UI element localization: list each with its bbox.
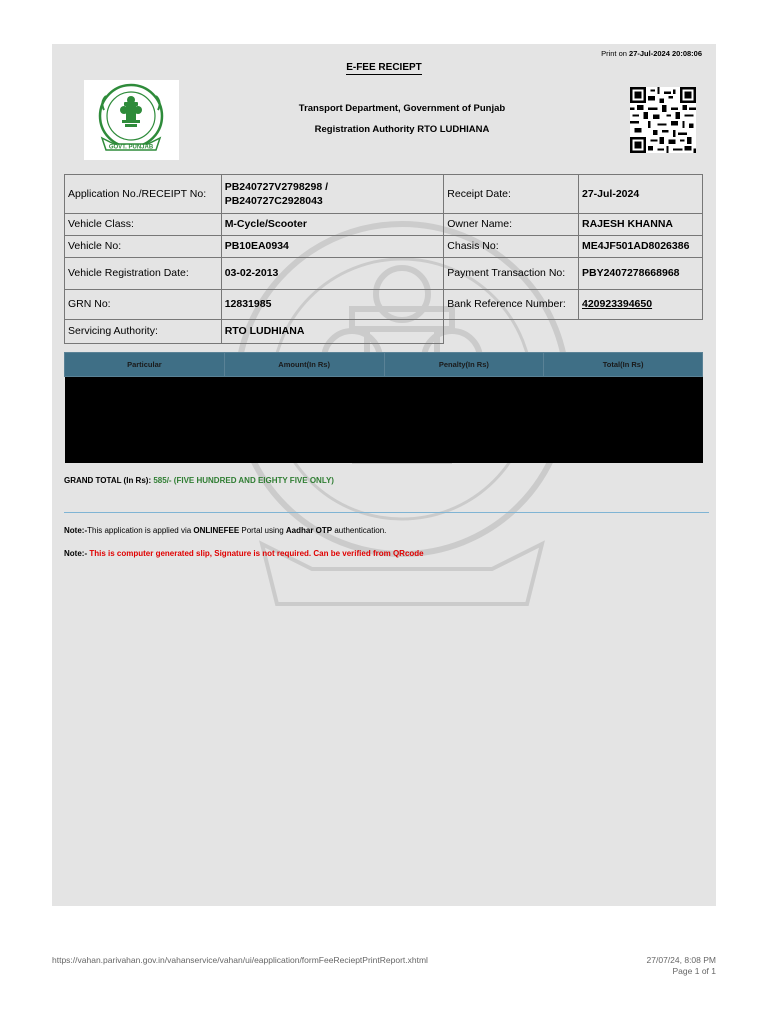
qr-code xyxy=(628,87,698,153)
reg-date-value: 03-02-2013 xyxy=(221,258,444,290)
app-no-value: PB240727V2798298 / PB240727C2928043 xyxy=(221,175,444,214)
txn-value: PBY2407278668968 xyxy=(579,258,703,290)
chasis-value: ME4JF501AD8026386 xyxy=(579,236,703,258)
footer-date: 27/07/24, 8:08 PM Page 1 of 1 xyxy=(646,955,716,977)
fee-header-row xyxy=(65,353,703,377)
footer-url: https://vahan.parivahan.gov.in/vahanservice/vahan/ui/eapplication/formFeeRecieptPrintReport.xhtml xyxy=(52,955,428,965)
vehicle-class-value: M-Cycle/Scooter xyxy=(221,214,444,236)
print-timestamp: Print on 27-Jul-2024 20:08:06 xyxy=(601,49,702,58)
receipt-page xyxy=(52,44,716,906)
servicing-label: Servicing Authority: xyxy=(65,320,222,344)
divider xyxy=(64,512,709,513)
grand-total-value: 585/- (FIVE HUNDRED AND EIGHTY FIVE ONLY) xyxy=(153,476,334,485)
registration-authority: Registration Authority RTO LUDHIANA xyxy=(314,124,490,135)
vehicle-info-table xyxy=(64,174,703,344)
redacted-cell xyxy=(384,377,544,463)
receipt-title: E-FEE RECIEPT xyxy=(346,62,422,73)
note-otp: Note:-This application is applied via ONLINEFEE Portal using Aadhar OTP authentication. xyxy=(64,526,387,535)
redacted-cell xyxy=(544,377,703,463)
bank-ref-value[interactable]: 420923394650 xyxy=(579,290,703,320)
fee-header-particular: Particular xyxy=(65,353,225,377)
chasis-label: Chasis No: xyxy=(444,236,579,258)
table-row xyxy=(65,290,703,320)
fee-header-penalty: Penalty(In Rs) xyxy=(384,353,544,377)
table-row xyxy=(65,236,703,258)
txn-label: Payment Transaction No: xyxy=(444,258,579,290)
logo-text: GOVT. PUNJAB xyxy=(108,144,154,151)
app-no-label: Application No./RECEIPT No: xyxy=(65,175,222,214)
grn-label: GRN No: xyxy=(65,290,222,320)
grand-total: GRAND TOTAL (In Rs): 585/- (FIVE HUNDRED AND EIGHTY FIVE ONLY) xyxy=(64,476,334,485)
department-name: Transport Department, Government of Punjab xyxy=(298,103,506,114)
table-row xyxy=(65,175,703,214)
receipt-date-value: 27-Jul-2024 xyxy=(579,175,703,214)
table-row xyxy=(65,320,703,344)
empty-cell xyxy=(579,320,703,344)
fee-header-amount: Amount(In Rs) xyxy=(224,353,384,377)
redacted-cell xyxy=(224,377,384,463)
fee-redacted-row xyxy=(65,377,703,463)
vehicle-no-value: PB10EA0934 xyxy=(221,236,444,258)
fee-header-total: Total(In Rs) xyxy=(544,353,703,377)
table-row xyxy=(65,258,703,290)
table-row xyxy=(65,214,703,236)
vehicle-class-label: Vehicle Class: xyxy=(65,214,222,236)
punjab-emblem-logo xyxy=(84,80,179,160)
receipt-date-label: Receipt Date: xyxy=(444,175,579,214)
owner-label: Owner Name: xyxy=(444,214,579,236)
empty-cell xyxy=(444,320,579,344)
grn-value: 12831985 xyxy=(221,290,444,320)
reg-date-label: Vehicle Registration Date: xyxy=(65,258,222,290)
owner-value: RAJESH KHANNA xyxy=(579,214,703,236)
bank-ref-label: Bank Reference Number: xyxy=(444,290,579,320)
vehicle-no-label: Vehicle No: xyxy=(65,236,222,258)
fee-table xyxy=(64,352,703,463)
redacted-cell xyxy=(65,377,225,463)
note-computer-generated: Note:- This is computer generated slip, Signature is not required. Can be verified from QRcode xyxy=(64,549,424,558)
page-number: Page 1 of 1 xyxy=(672,966,716,977)
servicing-value: RTO LUDHIANA xyxy=(221,320,444,344)
